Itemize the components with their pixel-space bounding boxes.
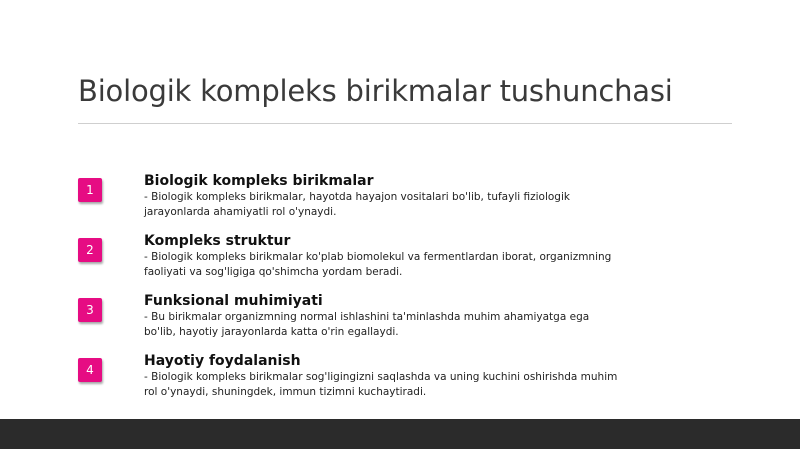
item-heading: Funksional muhimiyati (144, 293, 323, 309)
item-heading: Biologik kompleks birikmalar (144, 173, 374, 189)
item-text (144, 172, 624, 220)
number-badge: 3 (78, 298, 102, 322)
item-description: - Biologik kompleks birikmalar ko'plab biomolekul va fermentlardan iborat, organizmning faoliyati va sog'ligiga qo'shimcha yordam beradi. (144, 251, 612, 278)
list-item (78, 232, 638, 286)
list-item (78, 172, 638, 226)
item-description: - Biologik kompleks birikmalar sog'ligingizni saqlashda va uning kuchini oshirishda muhim rol o'ynaydi, shuningdek, immun tizimni kuchaytiradi. (144, 371, 618, 398)
footer-bar (0, 419, 800, 449)
item-text (144, 352, 624, 400)
slide-title: Biologik kompleks birikmalar tushunchasi (78, 74, 673, 108)
item-heading: Hayotiy foydalanish (144, 353, 301, 369)
number-badge: 2 (78, 238, 102, 262)
item-description: - Bu birikmalar organizmning normal ishlashini ta'minlashda muhim ahamiyatga ega bo'lib, hayotiy jarayonlarda katta o'rin egallaydi. (144, 311, 590, 338)
item-description: - Biologik kompleks birikmalar, hayotda hayajon vositalari bo'lib, tufayli fiziologik jarayonlarda ahamiyatli rol o'ynaydi. (144, 191, 570, 218)
item-text (144, 232, 624, 280)
list-item (78, 352, 638, 406)
item-heading: Kompleks struktur (144, 233, 291, 249)
number-badge: 1 (78, 178, 102, 202)
item-text (144, 292, 624, 340)
number-badge: 4 (78, 358, 102, 382)
title-divider (78, 123, 732, 124)
list-item (78, 292, 638, 346)
